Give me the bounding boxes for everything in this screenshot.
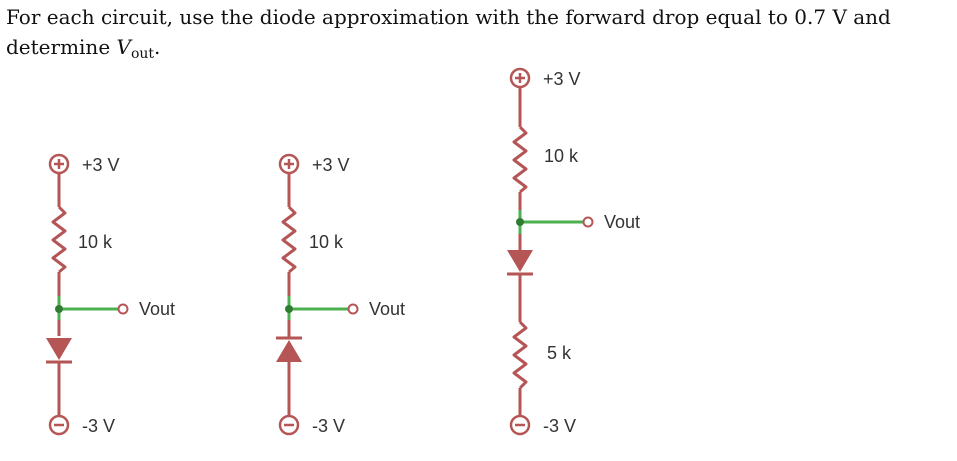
resistor-icon <box>53 207 65 272</box>
positive-terminal-icon <box>511 69 529 87</box>
circuit-1 <box>46 155 175 436</box>
negative-terminal-icon <box>50 416 68 434</box>
output-terminal <box>119 305 128 314</box>
supply-top-label: +3 V <box>543 69 581 89</box>
resistor-icon <box>514 127 526 192</box>
problem-line-2-prefix: determine <box>6 35 117 59</box>
positive-terminal-icon <box>50 155 68 173</box>
problem-line-2-suffix: . <box>154 35 161 59</box>
junction-node <box>55 305 63 313</box>
output-terminal <box>349 305 358 314</box>
supply-top-label: +3 V <box>312 155 350 175</box>
positive-terminal-icon <box>280 155 298 173</box>
output-terminal <box>584 218 593 227</box>
diode-down-icon <box>507 250 533 274</box>
resistor-top-label: 10 k <box>309 232 344 252</box>
resistor-top-label: 10 k <box>78 232 113 252</box>
junction-node <box>516 218 524 226</box>
resistor-bottom-label: 5 k <box>547 343 572 363</box>
junction-node <box>285 305 293 313</box>
supply-bottom-label: -3 V <box>543 416 577 436</box>
diode-down-icon <box>46 338 72 362</box>
problem-line-1: For each circuit, use the diode approximation with the forward drop equal to 0.7 V and <box>6 5 891 29</box>
resistor-top-label: 10 k <box>544 146 579 166</box>
vout-symbol: V <box>116 35 131 59</box>
diode-up-icon <box>276 338 302 362</box>
supply-top-label: +3 V <box>82 155 120 175</box>
resistor-icon <box>514 322 526 388</box>
resistor-icon <box>283 207 295 272</box>
circuit-3 <box>507 69 640 436</box>
output-label: Vout <box>604 212 641 232</box>
output-label: Vout <box>139 299 176 319</box>
supply-bottom-label: -3 V <box>312 416 346 436</box>
output-label: Vout <box>369 299 406 319</box>
vout-subscript: out <box>130 46 155 62</box>
circuit-2 <box>276 155 405 436</box>
supply-bottom-label: -3 V <box>82 416 116 436</box>
negative-terminal-icon <box>511 416 529 434</box>
negative-terminal-icon <box>280 416 298 434</box>
